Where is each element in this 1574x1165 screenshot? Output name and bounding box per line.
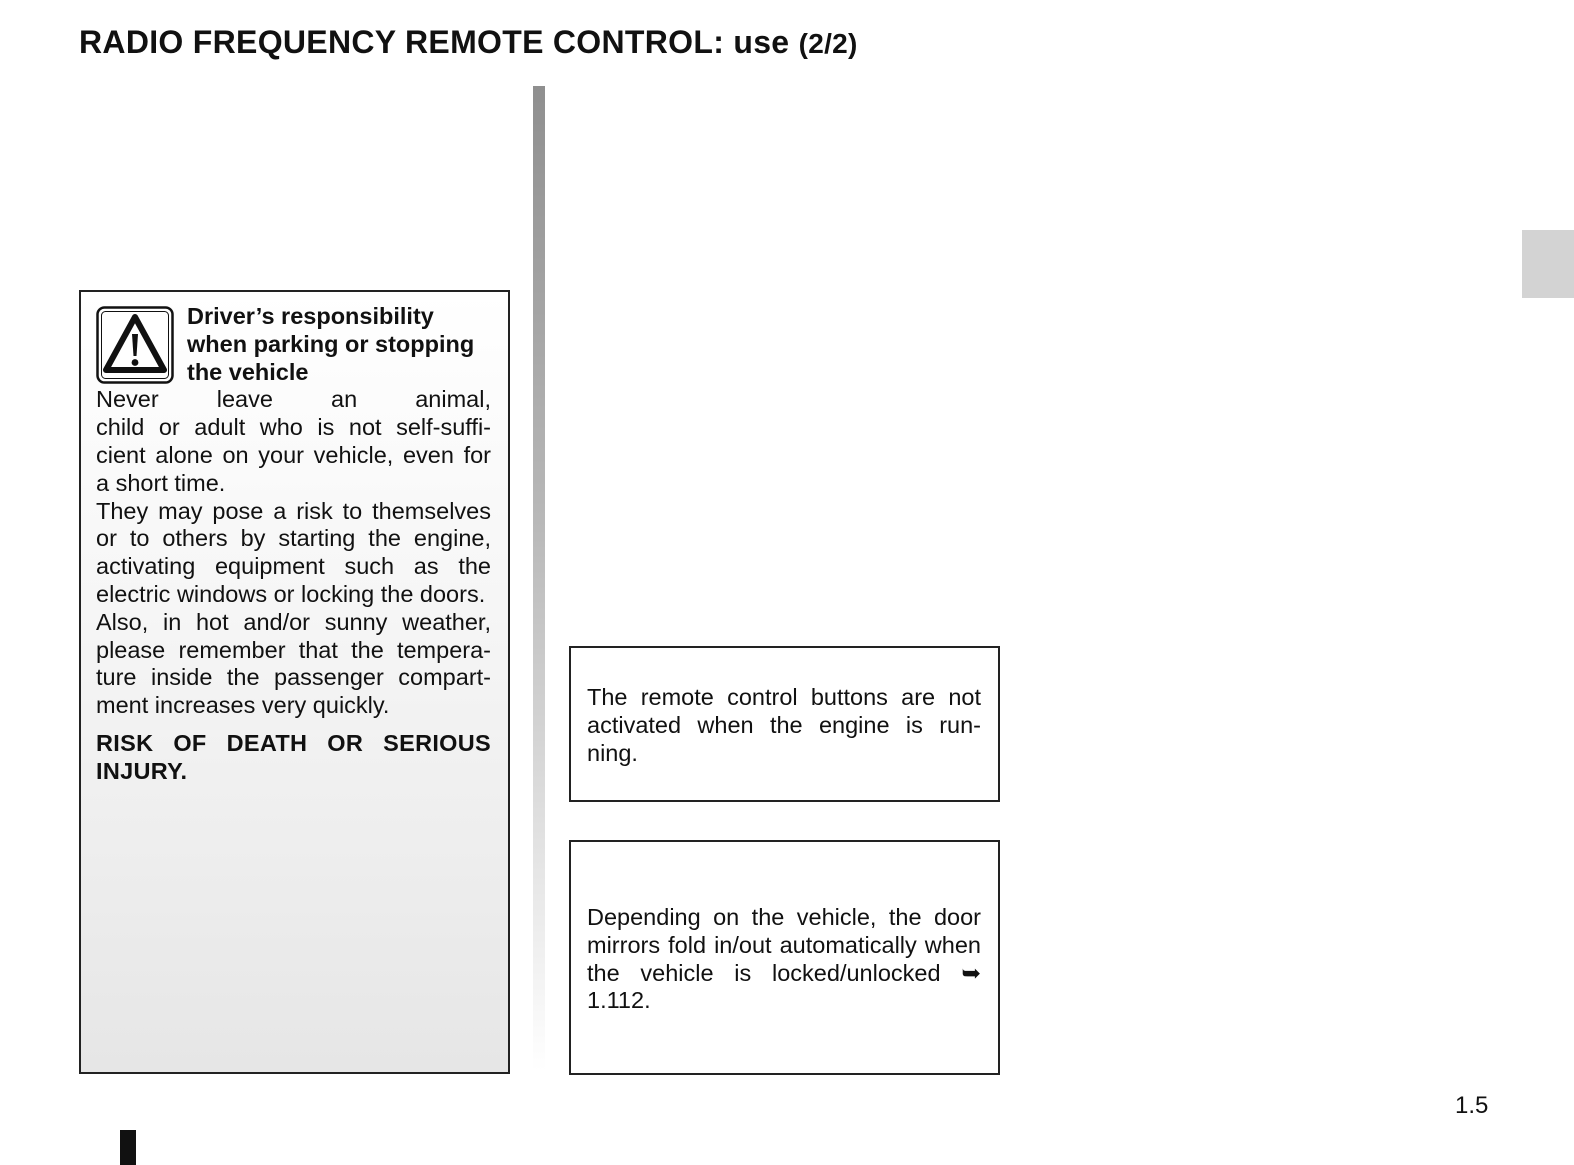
warning-risk: RISK OF DEATH OR SERIOUS INJURY. (96, 729, 491, 784)
warning-para3: Also, in hot and/or sunny weather, please remember that the tempera-ture inside the passenger compart-ment increases very quickly. (96, 608, 491, 719)
chapter-tab (1522, 230, 1574, 298)
corner-mark (120, 1130, 136, 1165)
page-title (79, 24, 858, 61)
warning-para1: child or adult who is not self-suffi-cient alone on your vehicle, even for a short time. (96, 414, 491, 496)
warning-box (79, 290, 510, 1074)
page-title-text: RADIO FREQUENCY REMOTE CONTROL: use (79, 24, 790, 60)
engine-note-text: The remote control buttons are not activated when the engine is run-ning. (587, 684, 981, 766)
mirror-note-box (569, 840, 1000, 1075)
arrow-reference-icon: ➥ (961, 959, 982, 986)
column-divider (533, 86, 545, 1071)
mirror-note-text: Depending on the vehicle, the door mirrors fold in/out automatically when the vehicle is locked/unlocked (587, 904, 981, 986)
page-indicator: (2/2) (798, 28, 858, 59)
mirror-note-page-ref: 1.112. (587, 987, 651, 1014)
engine-note-box (569, 646, 1000, 802)
warning-heading: Driver’s responsibility when parking or stopping the vehicle (187, 303, 475, 385)
page-number: 1.5 (1455, 1092, 1489, 1119)
warning-para2: They may pose a risk to themselves or to others by starting the engine, activating equipment such as the electric windows or locking the doors. (96, 497, 491, 607)
warning-triangle-icon (96, 306, 174, 384)
warning-para1-first-line: Never leave an animal, (96, 386, 491, 413)
